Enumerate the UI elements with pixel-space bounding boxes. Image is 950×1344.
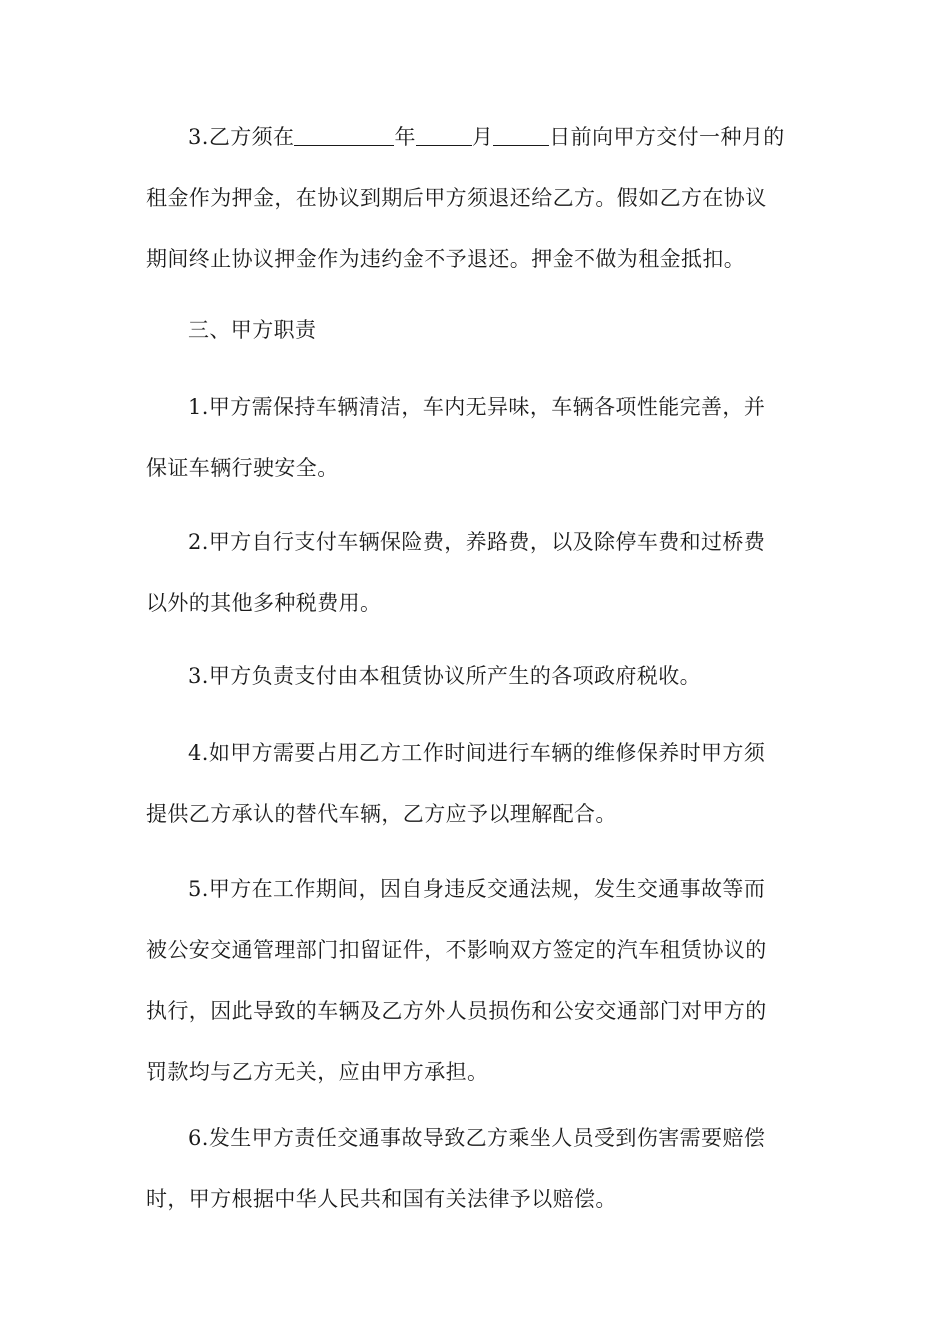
paragraph-deposit bbox=[146, 107, 806, 290]
paragraph-item-1 bbox=[146, 377, 806, 499]
paragraph-line: 1.甲方需保持车辆清洁，车内无异味，车辆各项性能完善，并 bbox=[188, 395, 766, 419]
year-blank bbox=[294, 123, 394, 146]
paragraph-item-5 bbox=[146, 859, 806, 1103]
paragraph-line: 租金作为押金，在协议到期后甲方须退还给乙方。假如乙方在协议 bbox=[146, 186, 767, 210]
paragraph-line: 保证车辆行驶安全。 bbox=[146, 456, 339, 480]
paragraph-line: 6.发生甲方责任交通事故导致乙方乘坐人员受到伤害需要赔偿 bbox=[188, 1126, 766, 1150]
day-blank bbox=[493, 123, 549, 146]
deposit-suffix: 日前向甲方交付一种月的 bbox=[549, 125, 785, 149]
paragraph-line: 2.甲方自行支付车辆保险费，养路费，以及除停车费和过桥费 bbox=[188, 530, 766, 554]
paragraph-item-3 bbox=[146, 646, 806, 707]
paragraph-line: 4.如甲方需要占用乙方工作时间进行车辆的维修保养时甲方须 bbox=[188, 741, 766, 765]
paragraph-line: 罚款均与乙方无关，应由甲方承担。 bbox=[146, 1060, 489, 1084]
paragraph-line bbox=[146, 107, 806, 168]
paragraph-line: 时，甲方根据中华人民共和国有关法律予以赔偿。 bbox=[146, 1187, 617, 1211]
paragraph-item-6 bbox=[146, 1108, 806, 1230]
section-heading-text: 三、甲方职责 bbox=[188, 318, 317, 342]
paragraph-line: 以外的其他多种税费用。 bbox=[146, 591, 382, 615]
paragraph-line: 被公安交通管理部门扣留证件，不影响双方签定的汽车租赁协议的 bbox=[146, 938, 767, 962]
month-blank bbox=[416, 123, 472, 146]
paragraph-line: 5.甲方在工作期间，因自身违反交通法规，发生交通事故等而 bbox=[188, 877, 766, 901]
month-unit: 月 bbox=[471, 125, 494, 149]
paragraph-line: 期间终止协议押金作为违约金不予退还。押金不做为租金抵扣。 bbox=[146, 247, 746, 271]
paragraph-line: 3.甲方负责支付由本租赁协议所产生的各项政府税收。 bbox=[188, 664, 702, 688]
deposit-prefix: 3.乙方须在 bbox=[188, 125, 295, 149]
paragraph-item-4 bbox=[146, 723, 806, 845]
paragraph-line: 提供乙方承认的替代车辆，乙方应予以理解配合。 bbox=[146, 802, 617, 826]
paragraph-line: 执行，因此导致的车辆及乙方外人员损伤和公安交通部门对甲方的 bbox=[146, 999, 767, 1023]
section-heading bbox=[146, 300, 806, 361]
paragraph-item-2 bbox=[146, 512, 806, 634]
year-unit: 年 bbox=[394, 125, 416, 149]
